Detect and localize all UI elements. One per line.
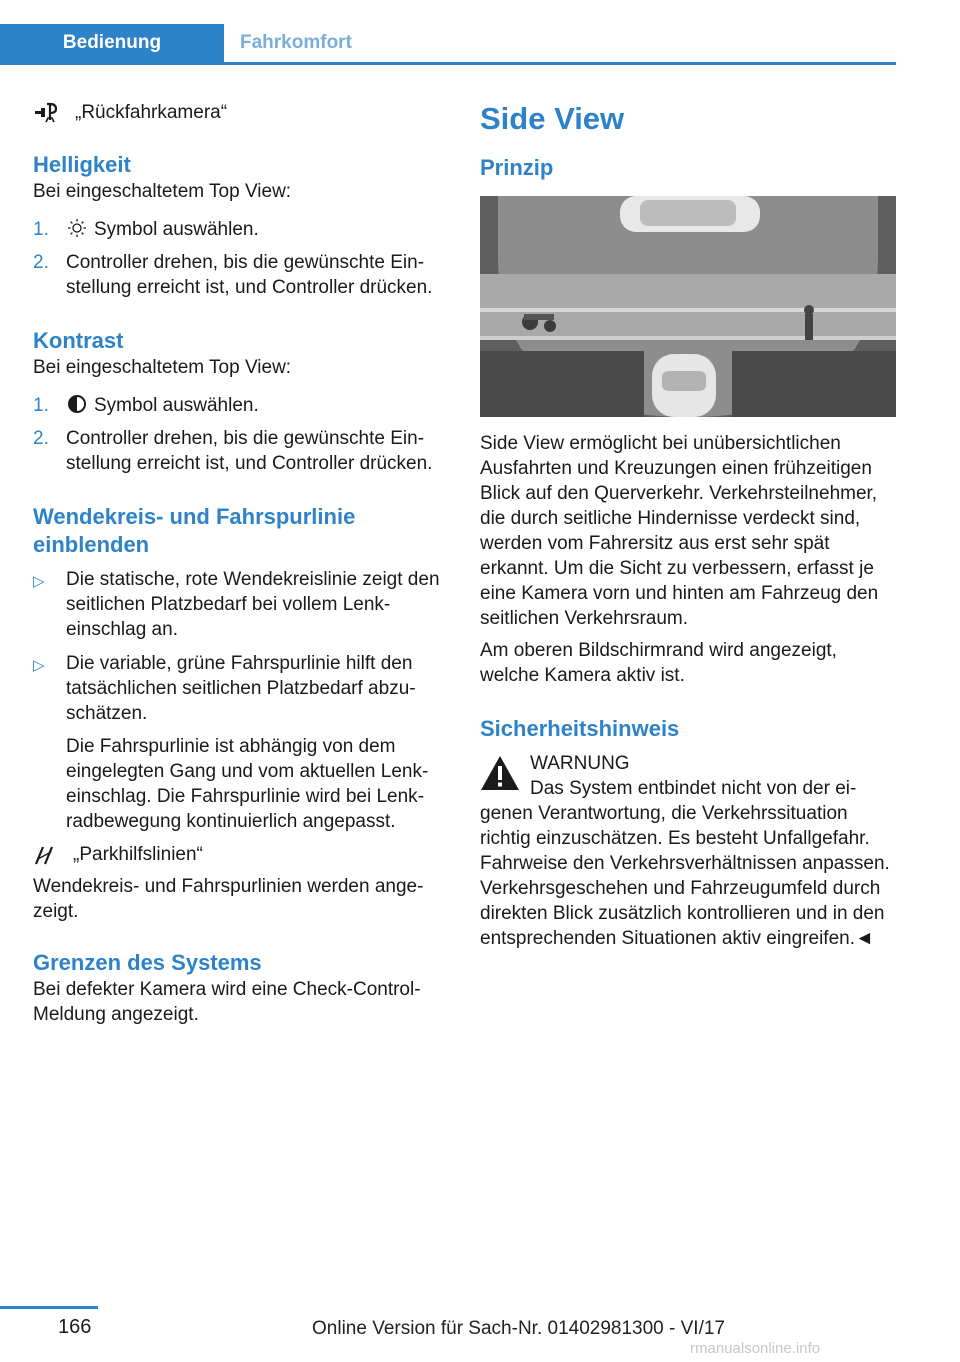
- step-number: 1.: [33, 219, 49, 240]
- warning-text: Das System entbindet nicht von der eigenen Verantwortung, die Verkehrssituation richtig einzuschätzen. Es besteht Unfallgefahr. Fahrweise den Verkehrsverhältnissen anpassen. Verkehrsgeschehen und Fahrzeugumfeld durch direkten Blick zusätzlich kontrollieren und in den entsprechenden Situationen aktiv eingreifen.◄: [480, 778, 890, 949]
- parking-lines-line: [33, 842, 447, 868]
- kontrast-intro: Bei eingeschaltetem Top View:: [33, 357, 292, 378]
- left-column: [33, 100, 447, 1027]
- kontrast-step-1: [33, 393, 447, 418]
- bullet-icon: ▷: [33, 573, 45, 590]
- grenzen-text: Bei defekter Kamera wird eine Check-Control-Meldung angezeigt.: [33, 979, 421, 1025]
- helligkeit-intro: Bei eingeschaltetem Top View:: [33, 181, 292, 202]
- side-view-illustration: [480, 196, 896, 417]
- step-number: 2.: [33, 252, 49, 273]
- rear-camera-line: [33, 100, 447, 126]
- step-text: Symbol auswählen.: [94, 395, 259, 416]
- list-item: ▷ Die variable, grüne Fahrspurlinie hilft den tatsächlichen seitlichen Platzbedarf abzuschätzen. Die Fahrspurlinie ist abhängig von dem eingelegten Gang und vom aktuellen Lenkeinschlag. Die Fahrspurlinie wird bei Lenkradbewegung kontinuierlich angepasst.: [33, 651, 447, 834]
- step-number: 1.: [33, 395, 49, 416]
- heading-grenzen: Grenzen des Systems: [33, 950, 262, 975]
- parking-lines-text: Wendekreis- und Fahrspurlinien werden angezeigt.: [33, 876, 424, 922]
- wendekreis-bullets: [33, 567, 447, 834]
- contrast-icon: [66, 394, 88, 414]
- list-item: ▷ Die statische, rote Wendekreislinie zeigt den seitlichen Platzbedarf bei vollem Lenkeinschlag an.: [33, 569, 440, 640]
- rear-camera-label: „Rückfahrkamera“: [75, 102, 228, 123]
- watermark: rmanualsonline.info: [690, 1340, 821, 1357]
- section-tabs: [0, 24, 896, 65]
- right-column: [480, 100, 896, 951]
- warning-label: WARNUNG: [530, 753, 630, 774]
- bullet-note: Die Fahrspurlinie ist abhängig von dem eingelegten Gang und vom aktuellen Lenkeinschlag. Die Fahrspurlinie wird bei Lenkradbewegung kontinuierlich angepasst.: [66, 736, 429, 832]
- bullet-icon: ▷: [33, 657, 45, 674]
- heading-sicherheitshinweis: Sicherheitshinweis: [480, 716, 680, 741]
- tab-bedienung[interactable]: Bedienung: [0, 24, 224, 62]
- heading-helligkeit: Helligkeit: [33, 152, 131, 177]
- tab-fahrkomfort[interactable]: Fahrkomfort: [240, 32, 352, 53]
- heading-prinzip: Prinzip: [480, 155, 554, 180]
- side-view-para-2: Am oberen Bildschirmrand wird angezeigt, welche Kamera aktiv ist.: [480, 640, 837, 686]
- footer-rule: [0, 1306, 98, 1309]
- online-version: Online Version für Sach-Nr. 01402981300 - VI/17: [312, 1318, 725, 1339]
- step-number: 2.: [33, 428, 49, 449]
- warning-triangle-icon: [480, 755, 520, 791]
- parking-lines-label: „Parkhilfslinien“: [73, 844, 203, 865]
- step-text: Controller drehen, bis die gewünschte Einstellung erreicht ist, und Controller drücken.: [66, 428, 433, 474]
- kontrast-step-2: [33, 426, 447, 476]
- parking-lines-icon: [33, 844, 55, 866]
- page-number: 166: [58, 1316, 92, 1338]
- helligkeit-step-2: [33, 250, 447, 300]
- heading-wendekreis: Wendekreis- und Fahrspurlinie einblenden: [33, 504, 356, 557]
- side-view-para-1: Side View ermöglicht bei unübersichtlichen Ausfahrten und Kreuzungen einen frühzeitigen Blick auf den Querverkehr. Verkehrsteilnehmer, die durch seitliche Hindernisse verdeckt sind, werden vom Fahrersitz aus erst sehr spät erkannt. Um die Sicht zu verbessern, erfasst je eine Kamera vorn und hinten am Fahrzeug den seitlichen Verkehrsraum.: [480, 433, 879, 629]
- warning-box: [480, 751, 896, 951]
- step-text: Symbol auswählen.: [94, 219, 259, 240]
- helligkeit-steps: [33, 217, 447, 300]
- brightness-icon: [66, 218, 88, 238]
- rear-camera-icon: [33, 102, 57, 124]
- step-text: Controller drehen, bis die gewünschte Einstellung erreicht ist, und Controller drücken.: [66, 252, 433, 298]
- helligkeit-step-1: [33, 217, 447, 242]
- heading-kontrast: Kontrast: [33, 328, 124, 353]
- kontrast-steps: [33, 393, 447, 476]
- page-title: Side View: [480, 101, 625, 136]
